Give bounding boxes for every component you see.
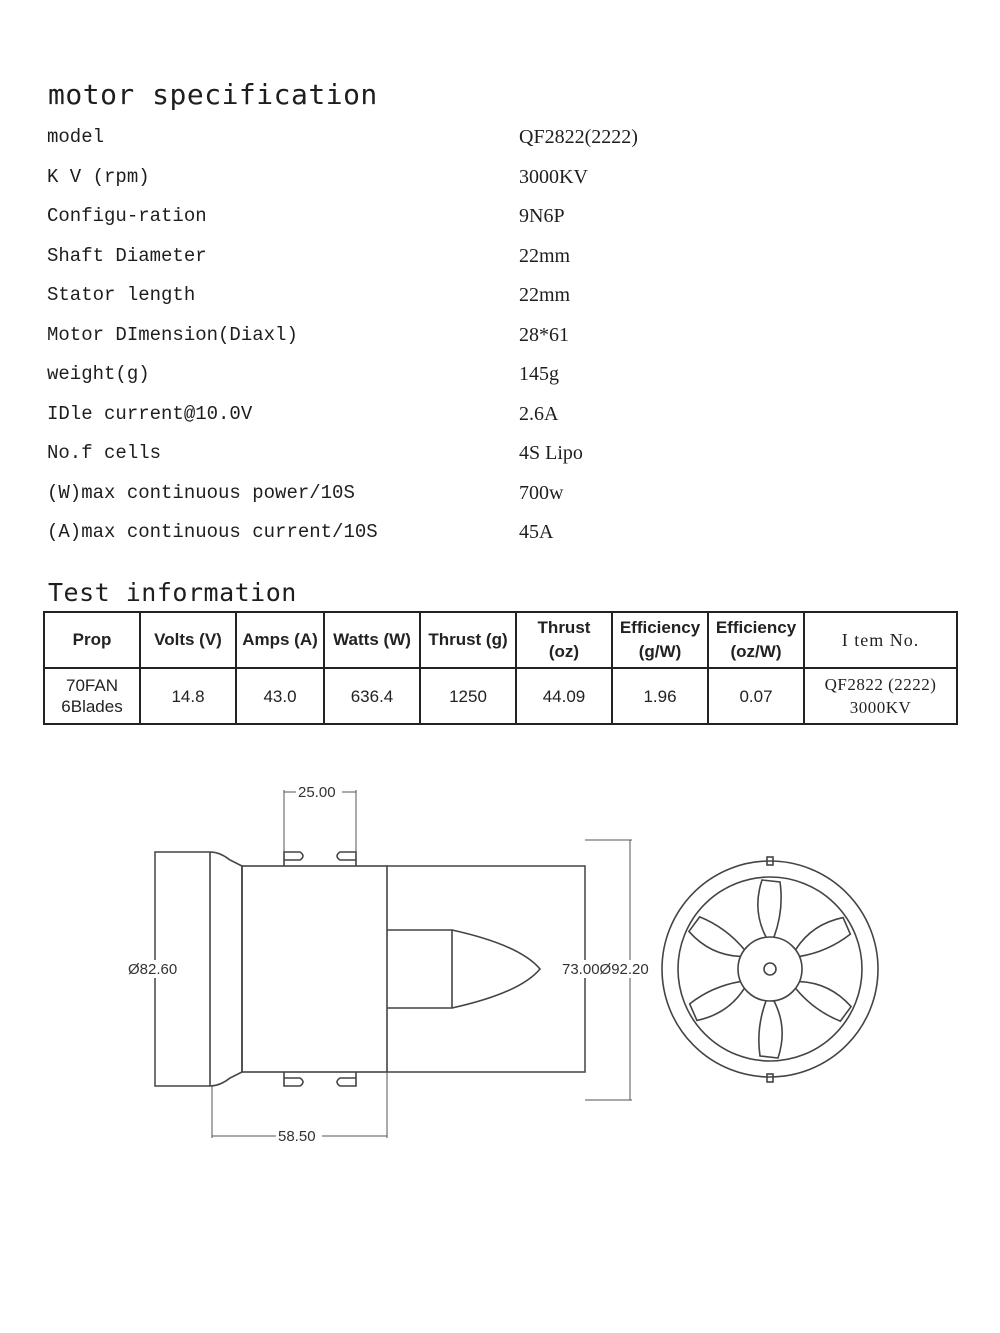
header-efficiency-ozw-line1: Efficiency <box>715 618 797 637</box>
mount-tab-bottom <box>767 1074 773 1082</box>
spec-value: 45A <box>519 521 554 543</box>
outer-shroud-circle <box>662 861 878 1077</box>
spec-value: 28*61 <box>519 323 569 346</box>
spec-label: Shaft Diameter <box>47 244 207 267</box>
cell-prop-line1: 70FAN <box>66 676 118 695</box>
dimension-labels <box>126 782 660 1145</box>
cell-item-line2: 3000KV <box>849 698 912 717</box>
fan-blade <box>687 915 748 964</box>
front-view <box>662 857 878 1082</box>
test-info-title: Test information <box>48 578 297 607</box>
fan-blade <box>792 974 853 1023</box>
mount-clip-bottom-right <box>337 1072 356 1086</box>
header-thrust-oz-line1: Thrust <box>537 618 591 637</box>
exhaust-duct-outline <box>387 866 585 1072</box>
header-thrust-oz <box>516 612 612 668</box>
spec-label: IDle current@10.0V <box>47 402 253 425</box>
motor-housing <box>387 930 452 1008</box>
mount-clip-top-left <box>284 852 303 866</box>
motor-spec-title: motor specification <box>48 78 378 111</box>
test-info-table <box>43 611 958 725</box>
header-thrust-g: Thrust (g) <box>420 612 516 668</box>
inner-shroud-circle <box>678 877 862 1061</box>
dim-top-label: 25.00 <box>298 784 336 801</box>
header-thrust-oz-line2: (oz) <box>548 642 580 661</box>
cell-efficiency-ozw: 0.07 <box>708 668 804 724</box>
fan-blade <box>792 914 853 963</box>
spec-label: Configu-ration <box>47 205 207 227</box>
spec-value: 9N6P <box>519 205 565 227</box>
spec-label: (W)max continuous power/10S <box>47 481 355 504</box>
spec-label: weight(g) <box>47 363 150 385</box>
header-efficiency-gw-line1: Efficiency <box>619 618 701 637</box>
header-watts: Watts (W) <box>324 612 420 668</box>
header-amps: Amps (A) <box>236 612 324 668</box>
spec-value: 145g <box>519 363 559 385</box>
test-table-row <box>44 668 957 724</box>
mount-clip-bottom-left <box>284 1072 303 1086</box>
spec-label: model <box>47 126 105 148</box>
cell-volts: 14.8 <box>140 668 236 724</box>
spinner-nut <box>764 963 776 975</box>
test-table-header-row <box>44 612 957 668</box>
cell-amps: 43.0 <box>236 668 324 724</box>
cell-item-line1: QF2822 (2222) <box>824 675 937 694</box>
spec-label: Motor DImension(Diaxl) <box>47 323 298 346</box>
cell-prop-line2: 6Blades <box>61 697 123 716</box>
spec-label: Stator length <box>47 284 196 306</box>
header-item-no: I tem No. <box>804 612 957 668</box>
spec-label: No.f cells <box>47 442 162 464</box>
cell-thrust-oz: 44.09 <box>516 668 612 724</box>
spec-value: QF2822(2222) <box>519 126 638 148</box>
hub-circle <box>738 937 802 1001</box>
mount-clip-top-right <box>337 852 356 866</box>
edf-technical-drawing <box>0 760 1000 1180</box>
spec-value: 3000KV <box>519 165 588 188</box>
cell-thrust-g: 1250 <box>420 668 516 724</box>
spec-value: 700w <box>519 481 564 504</box>
spec-value: 4S Lipo <box>519 442 583 464</box>
header-efficiency-ozw-line2: (oz/W) <box>730 642 782 661</box>
fan-blade <box>687 975 748 1024</box>
side-view <box>155 852 585 1086</box>
spec-label: (A)max continuous current/10S <box>47 521 378 543</box>
header-volts: Volts (V) <box>140 612 236 668</box>
cell-efficiency-gw: 1.96 <box>612 668 708 724</box>
tail-cone <box>452 930 540 1008</box>
fan-duct-outline <box>242 866 387 1072</box>
spec-value: 22mm <box>519 244 571 267</box>
spec-value: 22mm <box>519 284 571 306</box>
spec-value: 2.6A <box>519 402 559 425</box>
dim-left-label: Ø82.60 <box>128 961 178 978</box>
header-efficiency-ozw <box>708 612 804 668</box>
header-efficiency-gw-line2: (g/W) <box>638 642 682 661</box>
fan-blade <box>759 1001 782 1058</box>
fan-blades <box>687 880 853 1058</box>
cell-watts: 636.4 <box>324 668 420 724</box>
dim-bottom-label: 58.50 <box>278 1128 316 1145</box>
fan-blade <box>758 880 781 937</box>
spec-label: K V (rpm) <box>47 165 150 188</box>
dim-right-label: 73.00Ø92.20 <box>562 961 649 978</box>
cell-item-no <box>804 668 957 724</box>
header-efficiency-gw <box>612 612 708 668</box>
header-prop: Prop <box>44 612 140 668</box>
cell-prop <box>44 668 140 724</box>
